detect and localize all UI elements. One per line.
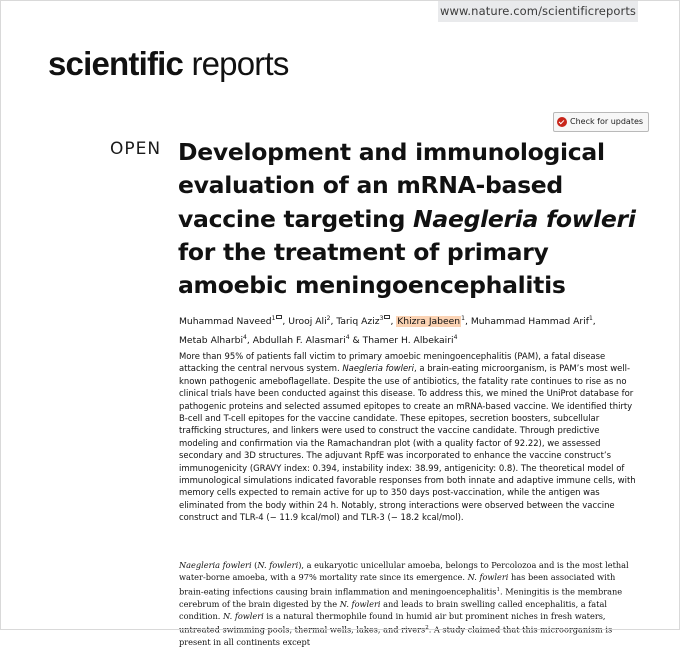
author-entry[interactable]	[253, 335, 363, 346]
abstract-text: , a brain-eating microorganism, is PAM’s most well-known pathogenic ameboflagellate. Despite the use of antibiotics, the fatality rate continues to rise as no clinical trials have been conducted against this disease. To address this, we mined the UniProt database for pathogenic proteins and selected assumed epitopes to create an mRNA-based vaccine. We identified thirty B-cell and T-cell epitopes for the vaccine candidate. These epitopes, secretion boosters, subcellular trafficking structures, and linkers were used to construct the vaccine candidate. Through predictive modeling and confirmation via the Ramachandran plot (with a quality factor of 92.22), we assessed secondary and 3D structures. The adjuvant RpfE was incorporated to enhance the vaccine construct’s immunogenicity (GRAVY index: 0.394, instability index: 38.99, antigenicity: 0.8). The theoretical model of immunological simulations indicated favorable responses from both innate and adaptive immune cells, with memory cells expected to remain active for up to 350 days post-vaccination, while the antigen was eliminated from the body within 24 h. Notably, strong interactions were observed between the vaccine construct and TLR-4 (− 11.9 kcal/mol) and TLR-3 (− 18.2 kcal/mol).	[179, 363, 636, 523]
intro-text: ), a eukaryotic unicellular amoeba, belongs to Percolozoa and is the most lethal water-borne amoeba, with a 97% mortality rate since its emergence.	[179, 560, 629, 583]
author-name: Thamer H. Albekairi	[362, 335, 454, 347]
title-line: Development and immunological	[178, 138, 605, 166]
intro-text: . A study claimed that this microorganism is present in all continents except	[179, 624, 613, 648]
author-affiliation: 3	[379, 315, 384, 322]
check-for-updates-button[interactable]	[553, 112, 649, 132]
intro-species: N. fowleri	[257, 560, 299, 570]
author-name: Tariq Aziz	[336, 316, 380, 328]
author-entry[interactable]	[363, 335, 458, 346]
intro-text: and leads to brain swelling called encephalitis, a fatal condition.	[179, 598, 607, 621]
article-title	[178, 136, 638, 302]
author-entry[interactable]	[288, 316, 336, 327]
author-affiliation: 4	[345, 334, 350, 342]
intro-text: is a natural thermophile found in humid air but prominent niches in fresh waters, untreated swimming pools, thermal wells, lakes, and rivers	[179, 610, 606, 635]
title-text: vaccine targeting	[178, 204, 414, 233]
author-affiliation: 1	[588, 315, 593, 322]
open-access-label: OPEN	[110, 139, 162, 159]
intro-text: . Meningitis is the membrane cerebrum of the brain digested by the	[179, 586, 623, 609]
check-updates-icon	[557, 117, 567, 127]
intro-species: N. fowleri	[339, 598, 381, 609]
author-separator: &	[349, 335, 363, 347]
journal-url[interactable]: www.nature.com/scientificreports	[438, 0, 638, 22]
intro-species: N. fowleri	[222, 610, 264, 621]
title-line	[178, 203, 638, 236]
logo-light-word: reports	[191, 45, 289, 82]
author-list	[179, 311, 639, 349]
author-separator: ,	[592, 316, 596, 328]
intro-species: Naegleria fowleri	[179, 560, 252, 570]
author-separator: ,	[330, 316, 337, 328]
author-name: Urooj Ali	[288, 316, 327, 328]
citation-link[interactable]: 1	[496, 586, 501, 593]
author-affiliation: 1	[271, 315, 276, 322]
introduction-paragraph	[179, 559, 639, 649]
title-species: Naegleria fowleri	[413, 204, 636, 233]
author-separator: ,	[282, 316, 289, 328]
author-affiliation: 1	[461, 315, 465, 322]
author-separator: ,	[246, 335, 253, 347]
author-name: Metab Alharbi	[179, 335, 244, 347]
author-separator: ,	[390, 316, 397, 328]
title-line: evaluation of an mRNA-based	[178, 171, 563, 200]
author-entry[interactable]	[179, 335, 253, 346]
author-name: Muhammad Naveed	[179, 316, 272, 328]
title-line: amoebic meningoencephalitis	[178, 271, 566, 300]
intro-text: has been associated with brain-eating infections causing brain inflammation and meningoencephalitis	[179, 572, 616, 597]
author-entry[interactable]	[471, 316, 596, 327]
author-entry[interactable]	[179, 316, 288, 327]
author-separator: ,	[464, 316, 471, 328]
author-affiliation: 2	[326, 315, 331, 322]
author-name: Abdullah F. Alasmari	[252, 335, 346, 347]
abstract-text: More than 95% of patients fall victim to primary amoebic meningoencephalitis (PAM), a fatal disease attacking the central nervous system.	[179, 351, 606, 374]
abstract-species: Naegleria fowleri	[342, 363, 414, 374]
check-updates-label: Check for updates	[570, 117, 644, 126]
intro-text: (	[251, 560, 258, 570]
author-affiliation: 4	[453, 334, 458, 342]
author-affiliation: 4	[243, 334, 247, 342]
citation-link[interactable]: 2	[425, 625, 429, 632]
intro-species: N. fowleri	[467, 572, 509, 583]
abstract	[179, 350, 639, 524]
logo-bold-word: scientific	[48, 45, 184, 82]
author-name: Muhammad Hammad Arif	[470, 316, 589, 328]
journal-logo[interactable]	[48, 44, 289, 84]
author-entry[interactable]	[396, 316, 471, 327]
title-line: for the treatment of primary	[178, 237, 549, 266]
author-name-highlighted: Khizra Jabeen	[397, 316, 461, 328]
author-entry[interactable]	[336, 316, 396, 327]
